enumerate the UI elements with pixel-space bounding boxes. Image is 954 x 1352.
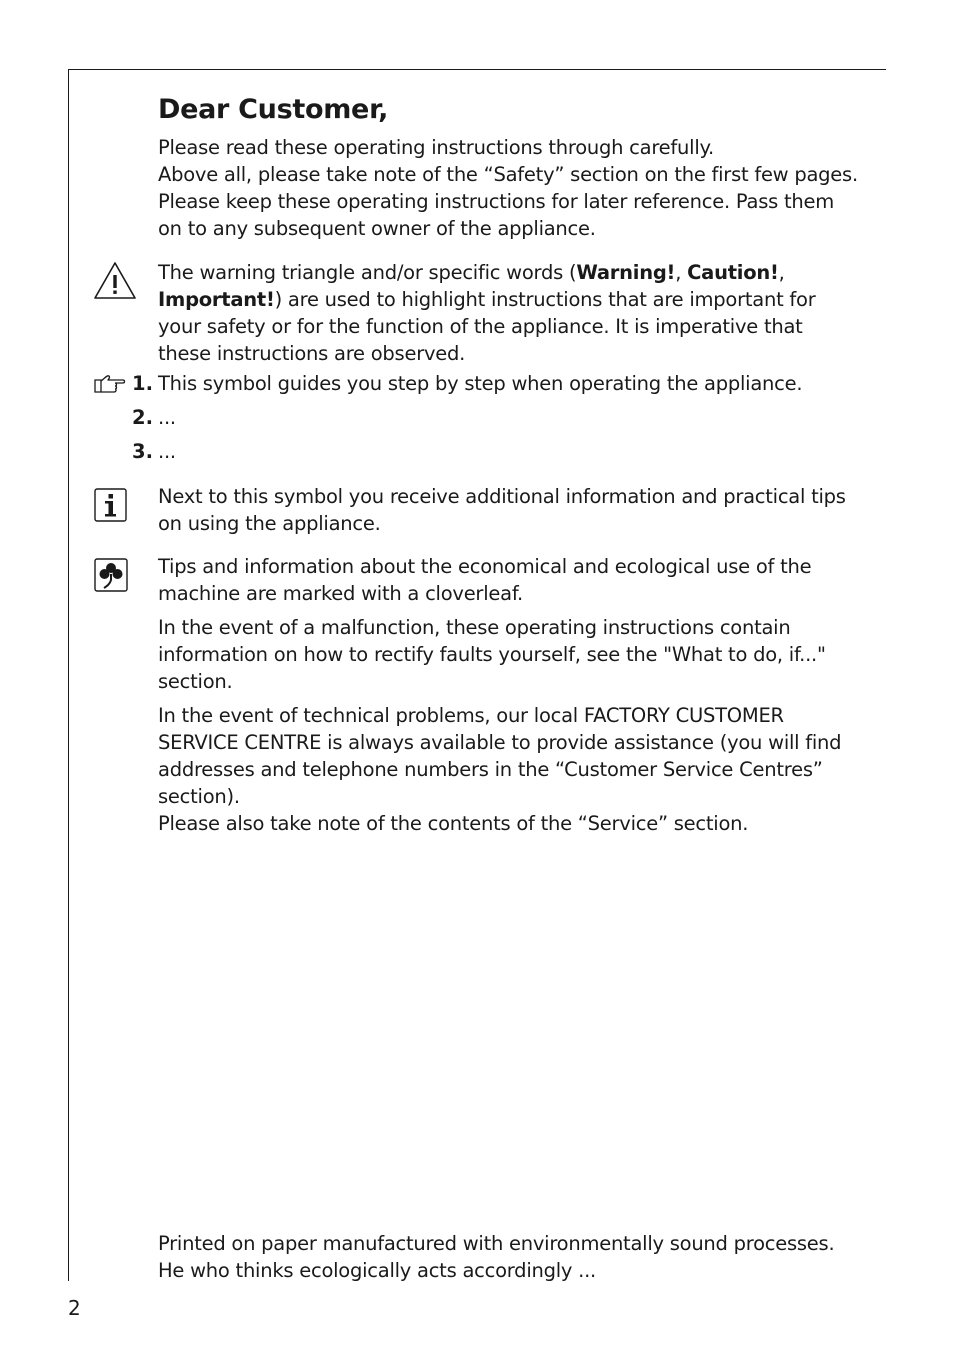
intro-paragraph: Above all, please take note of the “Safety” section on the first few pages. Please keep these operating instructions for later reference. Pass them on to any subsequent owner of the appliance.	[158, 163, 858, 240]
footer-note	[158, 1230, 858, 1284]
step-text: ...	[158, 440, 176, 463]
service-section	[158, 702, 858, 837]
step-number: 2.	[132, 406, 153, 429]
step-text: ...	[158, 406, 176, 429]
info-text: Next to this symbol you receive additional information and practical tips on using the appliance.	[158, 485, 846, 535]
left-margin-rule	[68, 69, 69, 1281]
malfunction-text: In the event of a malfunction, these operating instructions contain information on how to rectify faults yourself, see the "What to do, if..." section.	[158, 616, 826, 693]
eco-paragraph	[158, 553, 858, 607]
intro-section	[158, 134, 858, 242]
intro-line: Please read these operating instructions through carefully.	[158, 136, 714, 159]
footer-line: Printed on paper manufactured with environmentally sound processes.	[158, 1232, 835, 1255]
warning-paragraph	[158, 259, 858, 367]
warning-triangle-icon	[93, 261, 137, 305]
service-paragraph: In the event of technical problems, our local FACTORY CUSTOMER SERVICE CENTRE is always available to provide assistance (you will find addresses and telephone numbers in the “Customer Service Centres” section).	[158, 704, 842, 808]
pointing-hand-icon	[93, 372, 129, 400]
eco-text: Tips and information about the economical and ecological use of the machine are marked with a cloverleaf.	[158, 555, 812, 605]
caution-word: Caution!	[687, 261, 779, 284]
separator: ,	[778, 261, 785, 284]
info-paragraph	[158, 483, 858, 537]
top-rule	[68, 69, 886, 70]
warning-word: Warning!	[576, 261, 676, 284]
page-number: 2	[68, 1296, 81, 1320]
important-word: Important!	[158, 288, 275, 311]
step-number: 1.	[132, 372, 153, 395]
info-icon	[94, 488, 127, 526]
service-note: Please also take note of the contents of the “Service” section.	[158, 812, 749, 835]
cloverleaf-icon	[94, 558, 128, 596]
page-title: Dear Customer,	[158, 94, 389, 125]
step-text: This symbol guides you step by step when operating the appliance.	[158, 372, 803, 395]
step-number: 3.	[132, 440, 153, 463]
warning-text: The warning triangle and/or specific words (	[158, 261, 577, 284]
separator: ,	[675, 261, 688, 284]
footer-line: He who thinks ecologically acts accordingly ...	[158, 1259, 596, 1282]
warning-text-continued: ) are used to highlight instructions that are important for your safety or for the function of the appliance. It is imperative that these instructions are observed.	[158, 288, 816, 365]
malfunction-paragraph	[158, 614, 858, 695]
